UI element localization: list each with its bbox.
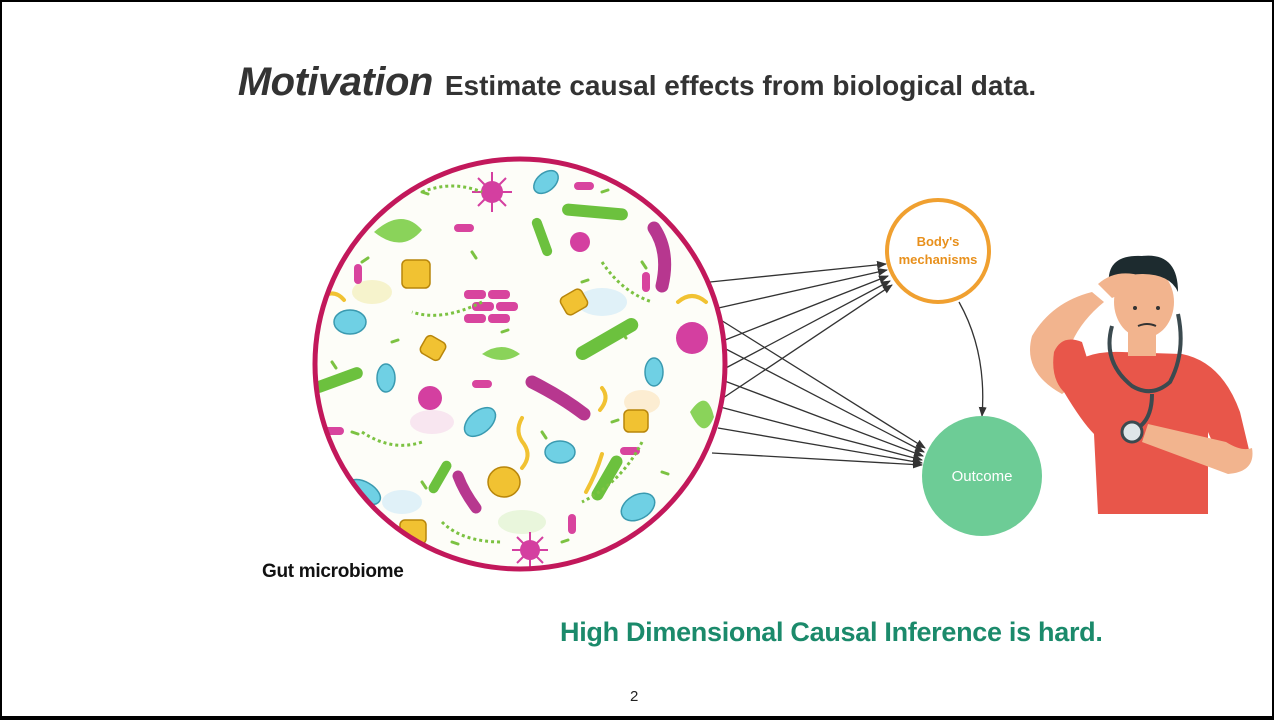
edge [714, 270, 887, 309]
edge-mechanism-outcome [959, 302, 983, 416]
title-emphasis: Motivation [237, 60, 433, 104]
causal-diagram [2, 2, 1272, 716]
edge [716, 317, 925, 448]
tagline: High Dimensional Causal Inference is hard. [560, 617, 1103, 647]
title-text: Estimate causal effects from biological data. [444, 70, 1037, 101]
edge [722, 347, 924, 452]
doctor-illustration [1030, 256, 1253, 514]
edge [722, 380, 923, 456]
edge [720, 276, 888, 342]
edge [710, 264, 886, 282]
microbiome-circle [312, 159, 725, 569]
edge [722, 281, 890, 370]
page-number: 2 [630, 688, 639, 705]
outcome-node [922, 416, 1042, 536]
mechanism-label-line1: Body's [916, 234, 960, 249]
edges-to-outcome [712, 317, 925, 465]
edge [712, 453, 922, 465]
outcome-label: Outcome [951, 468, 1013, 485]
mechanism-node [887, 200, 989, 302]
microbiome-label: Gut microbiome [262, 561, 404, 582]
edges-to-mechanism [710, 264, 892, 400]
mechanism-label-line2: mechanisms [898, 252, 978, 267]
slide [2, 2, 1272, 716]
